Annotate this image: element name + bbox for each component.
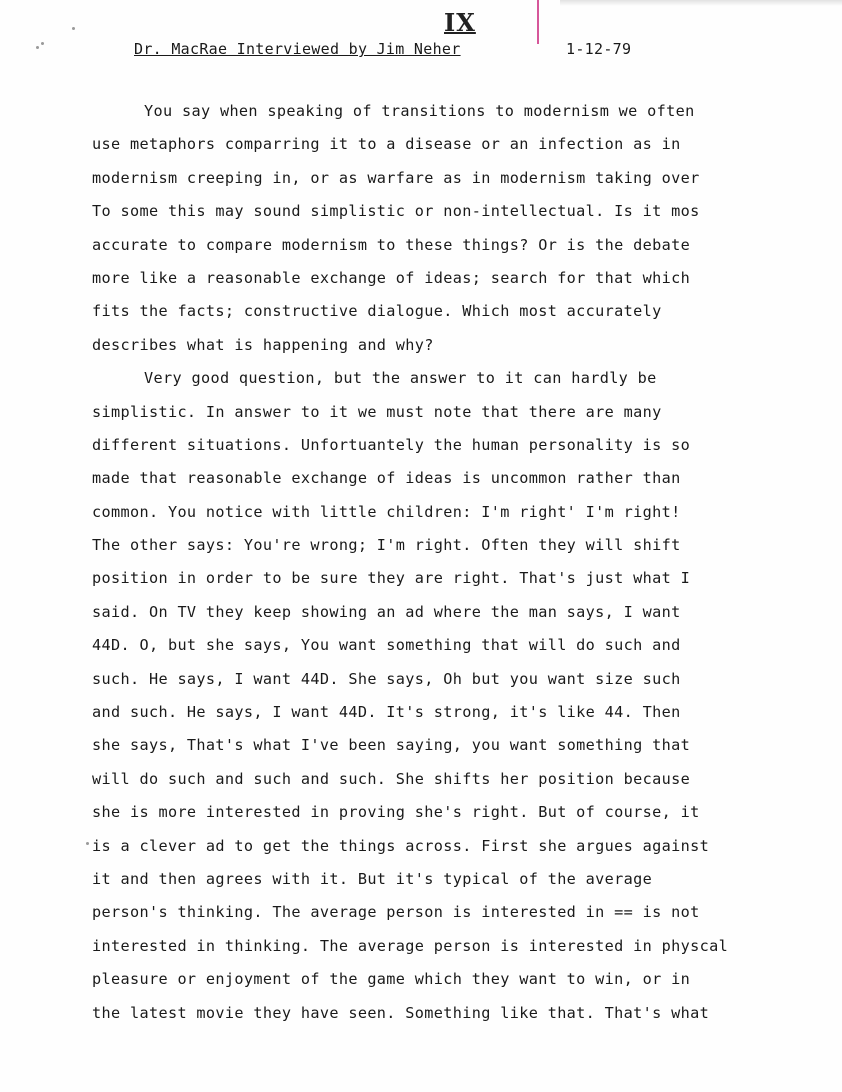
text-line: is a clever ad to get the things across. First she argues against bbox=[92, 836, 710, 855]
scan-speck bbox=[36, 46, 39, 49]
text-line: accurate to compare modernism to these things? Or is the debate bbox=[92, 235, 691, 254]
text-line: Very good question, but the answer to it can hardly be bbox=[144, 369, 657, 388]
text-line: common. You notice with little children: I'm right' I'm right! bbox=[92, 502, 681, 521]
text-line: position in order to be sure they are right. That's just what I bbox=[92, 569, 691, 588]
document-title: Dr. MacRae Interviewed by Jim Neher bbox=[134, 40, 461, 58]
text-line: describes what is happening and why? bbox=[92, 335, 434, 354]
page-number-mark: IX bbox=[444, 8, 476, 37]
scan-speck bbox=[41, 42, 44, 45]
scan-speck bbox=[72, 27, 75, 30]
text-line: such. He says, I want 44D. She says, Oh but you want size such bbox=[92, 669, 681, 688]
text-line: modernism creeping in, or as warfare as in modernism taking over bbox=[92, 168, 700, 187]
text-line: You say when speaking of transitions to modernism we often bbox=[144, 102, 695, 120]
text-line: pleasure or enjoyment of the game which they want to win, or in bbox=[92, 970, 691, 989]
text-line: the latest movie they have seen. Something like that. That's what bbox=[92, 1003, 710, 1022]
text-line: said. On TV they keep showing an ad where the man says, I want bbox=[92, 602, 681, 621]
text-line: 44D. O, but she says, You want something that will do such and bbox=[92, 636, 681, 655]
text-line: made that reasonable exchange of ideas is uncommon rather than bbox=[92, 469, 681, 488]
scan-speck bbox=[86, 842, 89, 845]
document-date: 1-12-79 bbox=[566, 40, 632, 58]
scan-edge-shadow bbox=[560, 0, 842, 6]
text-line: person's thinking. The average person is interested in == is not bbox=[92, 903, 700, 922]
text-line: more like a reasonable exchange of ideas; search for that which bbox=[92, 268, 691, 287]
text-line: The other says: You're wrong; I'm right. Often they will shift bbox=[92, 536, 681, 555]
text-line: use metaphors comparring it to a disease or an infection as in bbox=[92, 135, 681, 154]
text-line: different situations. Unfortuantely the human personality is so bbox=[92, 435, 691, 454]
text-line: fits the facts; constructive dialogue. Which most accurately bbox=[92, 302, 662, 321]
interview-text bbox=[92, 95, 802, 1030]
margin-pen-mark bbox=[537, 0, 539, 44]
text-line: will do such and such and such. She shifts her position because bbox=[92, 769, 691, 788]
text-line: it and then agrees with it. But it's typical of the average bbox=[92, 869, 653, 888]
text-line: To some this may sound simplistic or non-intellectual. Is it mos bbox=[92, 202, 700, 221]
text-line: she is more interested in proving she's right. But of course, it bbox=[92, 803, 700, 822]
text-line: simplistic. In answer to it we must note that there are many bbox=[92, 402, 662, 421]
text-line: she says, That's what I've been saying, you want something that bbox=[92, 736, 691, 755]
text-line: interested in thinking. The average person is interested in physcal bbox=[92, 936, 729, 955]
text-line: and such. He says, I want 44D. It's strong, it's like 44. Then bbox=[92, 703, 681, 722]
